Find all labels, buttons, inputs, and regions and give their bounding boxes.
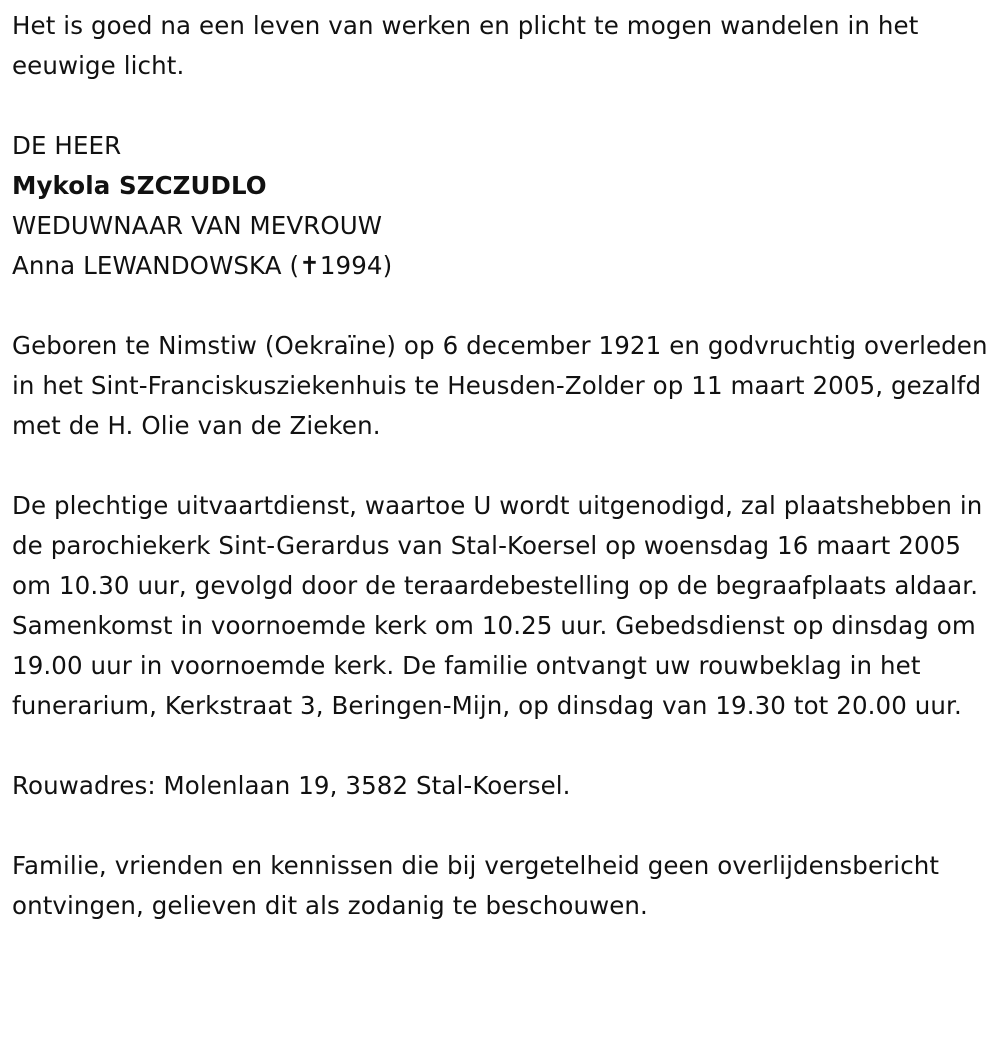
closing-text: Familie, vrienden en kennissen die bij vergetelheid geen overlijdensbericht ontvingen, gelieven dit als zodanig te beschouwen.	[12, 851, 940, 920]
deceased-name: Mykola SZCZUDLO	[12, 171, 267, 200]
cross-icon: ✝	[299, 251, 320, 280]
mourning-address: Rouwadres: Molenlaan 19, 3582 Stal-Koersel.	[12, 771, 571, 800]
spacer	[12, 806, 988, 846]
spacer	[12, 86, 988, 126]
spacer	[12, 446, 988, 486]
spouse-line: Anna LEWANDOWSKA (✝1994)	[12, 251, 393, 280]
spouse-death-year: 1994	[319, 251, 383, 280]
birth-death-text: Geboren te Nimstiw (Oekraïne) op 6 december 1921 en godvruchtig overleden in het Sint-Franciskusziekenhuis te Heusden-Zolder op 11 maart 2005, gezalfd met de H. Olie van de Zieken.	[12, 331, 988, 440]
service-text: De plechtige uitvaartdienst, waartoe U wordt uitgenodigd, zal plaatshebben in de parochiekerk Sint-Gerardus van Stal-Koersel op woensdag 16 maart 2005 om 10.30 uur, gevolgd door de teraardebestelling op de begraafplaats aldaar. Samenkomst in voornoemde kerk om 10.25 uur. Gebedsdienst op dinsdag om 19.00 uur in voornoemde kerk. De familie ontvangt uw rouwbeklag in het funerarium, Kerkstraat 3, Beringen-Mijn, op dinsdag van 19.30 tot 20.00 uur.	[12, 491, 983, 720]
spacer	[12, 286, 988, 326]
widower-line: WEDUWNAAR VAN MEVROUW	[12, 211, 383, 240]
title-line: DE HEER	[12, 131, 122, 160]
spacer	[12, 726, 988, 766]
intro-text: Het is goed na een leven van werken en plicht te mogen wandelen in het eeuwige licht.	[12, 11, 919, 80]
spouse-name: Anna LEWANDOWSKA	[12, 251, 282, 280]
